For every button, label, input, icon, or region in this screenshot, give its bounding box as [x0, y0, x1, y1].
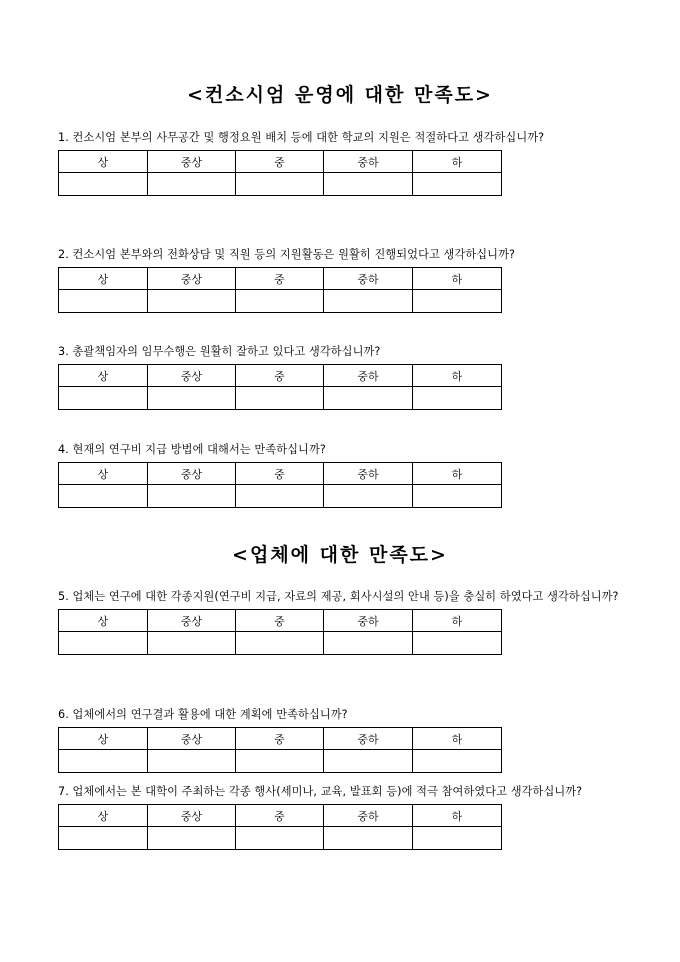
rating-table [58, 267, 502, 313]
rating-label-mid: 중 [236, 151, 324, 173]
rating-header-row [59, 268, 502, 290]
rating-table [58, 150, 502, 196]
rating-cell-high[interactable] [59, 173, 148, 196]
rating-label-mid-high: 중상 [148, 151, 236, 173]
rating-cell-high[interactable] [59, 387, 148, 410]
rating-label-low: 하 [413, 805, 502, 827]
rating-cell-high[interactable] [59, 485, 148, 508]
rating-label-high: 상 [59, 365, 148, 387]
rating-label-mid-high: 중상 [148, 805, 236, 827]
rating-label-mid: 중 [236, 268, 324, 290]
rating-label-mid: 중 [236, 610, 324, 632]
rating-cell-low[interactable] [413, 827, 502, 850]
rating-cell-mid-low[interactable] [324, 750, 413, 773]
rating-cell-mid[interactable] [236, 173, 324, 196]
rating-header-row [59, 463, 502, 485]
rating-cell-mid-high[interactable] [148, 827, 236, 850]
rating-cell-low[interactable] [413, 290, 502, 313]
question-5 [58, 587, 638, 655]
rating-cell-mid-low[interactable] [324, 485, 413, 508]
rating-cell-mid-high[interactable] [148, 290, 236, 313]
rating-header-row [59, 610, 502, 632]
rating-table [58, 609, 502, 655]
rating-table [58, 727, 502, 773]
rating-label-mid-high: 중상 [148, 365, 236, 387]
question-text: 6. 업체에서의 연구결과 활용에 대한 계획에 만족하십니까? [58, 708, 348, 721]
rating-table [58, 364, 502, 410]
question-4 [58, 440, 638, 508]
rating-label-low: 하 [413, 151, 502, 173]
rating-cell-high[interactable] [59, 750, 148, 773]
rating-answer-row [59, 827, 502, 850]
rating-cell-mid-low[interactable] [324, 387, 413, 410]
question-text: 5. 업체는 연구에 대한 각종지원(연구비 지급, 자료의 제공, 회사시설의 안내 등)을 충실히 하였다고 생각하십니까? [58, 590, 619, 603]
rating-cell-high[interactable] [59, 632, 148, 655]
rating-label-mid: 중 [236, 728, 324, 750]
rating-cell-mid[interactable] [236, 827, 324, 850]
rating-header-row [59, 365, 502, 387]
rating-label-high: 상 [59, 610, 148, 632]
rating-cell-low[interactable] [413, 750, 502, 773]
rating-label-mid-high: 중상 [148, 268, 236, 290]
rating-label-mid-low: 중하 [324, 728, 413, 750]
rating-cell-mid-high[interactable] [148, 632, 236, 655]
rating-cell-mid[interactable] [236, 387, 324, 410]
rating-answer-row [59, 632, 502, 655]
rating-cell-mid-high[interactable] [148, 485, 236, 508]
rating-cell-mid-low[interactable] [324, 632, 413, 655]
rating-header-row [59, 151, 502, 173]
rating-answer-row [59, 485, 502, 508]
rating-table [58, 804, 502, 850]
rating-label-mid-high: 중상 [148, 463, 236, 485]
rating-cell-low[interactable] [413, 387, 502, 410]
rating-label-mid-low: 중하 [324, 610, 413, 632]
rating-cell-mid[interactable] [236, 632, 324, 655]
question-text: 7. 업체에서는 본 대학이 주최하는 각종 행사(세미나, 교육, 발표회 등)에 적극 참여하였다고 생각하십니까? [58, 785, 583, 798]
rating-label-mid-low: 중하 [324, 365, 413, 387]
rating-cell-high[interactable] [59, 290, 148, 313]
rating-label-low: 하 [413, 268, 502, 290]
rating-table [58, 462, 502, 508]
rating-header-row [59, 805, 502, 827]
rating-label-mid-high: 중상 [148, 610, 236, 632]
rating-cell-high[interactable] [59, 827, 148, 850]
rating-label-high: 상 [59, 463, 148, 485]
rating-answer-row [59, 387, 502, 410]
question-text: 2. 컨소시엄 본부와의 전화상담 및 직원 등의 지원활동은 원활히 진행되었다고 생각하십니까? [58, 248, 516, 261]
rating-label-high: 상 [59, 805, 148, 827]
rating-cell-mid[interactable] [236, 290, 324, 313]
rating-label-mid: 중 [236, 805, 324, 827]
rating-cell-mid-high[interactable] [148, 173, 236, 196]
rating-cell-mid[interactable] [236, 485, 324, 508]
rating-cell-mid-high[interactable] [148, 750, 236, 773]
rating-label-mid-low: 중하 [324, 268, 413, 290]
question-text: 3. 총괄책임자의 임무수행은 원활히 잘하고 있다고 생각하십니까? [58, 345, 381, 358]
rating-answer-row [59, 750, 502, 773]
question-text: 1. 컨소시엄 본부의 사무공간 및 행정요원 배치 등에 대한 학교의 지원은 적절하다고 생각하십니까? [58, 131, 545, 144]
rating-label-low: 하 [413, 365, 502, 387]
rating-cell-low[interactable] [413, 173, 502, 196]
section-title-company: <업체에 대한 만족도> [232, 544, 448, 566]
rating-answer-row [59, 290, 502, 313]
question-6 [58, 705, 638, 773]
rating-label-high: 상 [59, 151, 148, 173]
rating-cell-mid-low[interactable] [324, 827, 413, 850]
question-3 [58, 342, 638, 410]
rating-label-mid: 중 [236, 365, 324, 387]
question-text: 4. 현재의 연구비 지급 방법에 대해서는 만족하십니까? [58, 443, 326, 456]
section-title-consortium: <컨소시엄 운영에 대한 만족도> [187, 84, 493, 106]
rating-answer-row [59, 173, 502, 196]
rating-cell-low[interactable] [413, 632, 502, 655]
question-7 [58, 782, 638, 850]
rating-cell-low[interactable] [413, 485, 502, 508]
question-2 [58, 245, 638, 313]
rating-label-low: 하 [413, 463, 502, 485]
rating-cell-mid[interactable] [236, 750, 324, 773]
rating-label-mid-low: 중하 [324, 805, 413, 827]
rating-label-low: 하 [413, 728, 502, 750]
question-1 [58, 128, 638, 196]
rating-cell-mid-high[interactable] [148, 387, 236, 410]
rating-label-high: 상 [59, 728, 148, 750]
rating-header-row [59, 728, 502, 750]
rating-label-mid-high: 중상 [148, 728, 236, 750]
rating-cell-mid-low[interactable] [324, 290, 413, 313]
rating-cell-mid-low[interactable] [324, 173, 413, 196]
rating-label-mid-low: 중하 [324, 463, 413, 485]
rating-label-mid-low: 중하 [324, 151, 413, 173]
rating-label-high: 상 [59, 268, 148, 290]
rating-label-low: 하 [413, 610, 502, 632]
rating-label-mid: 중 [236, 463, 324, 485]
